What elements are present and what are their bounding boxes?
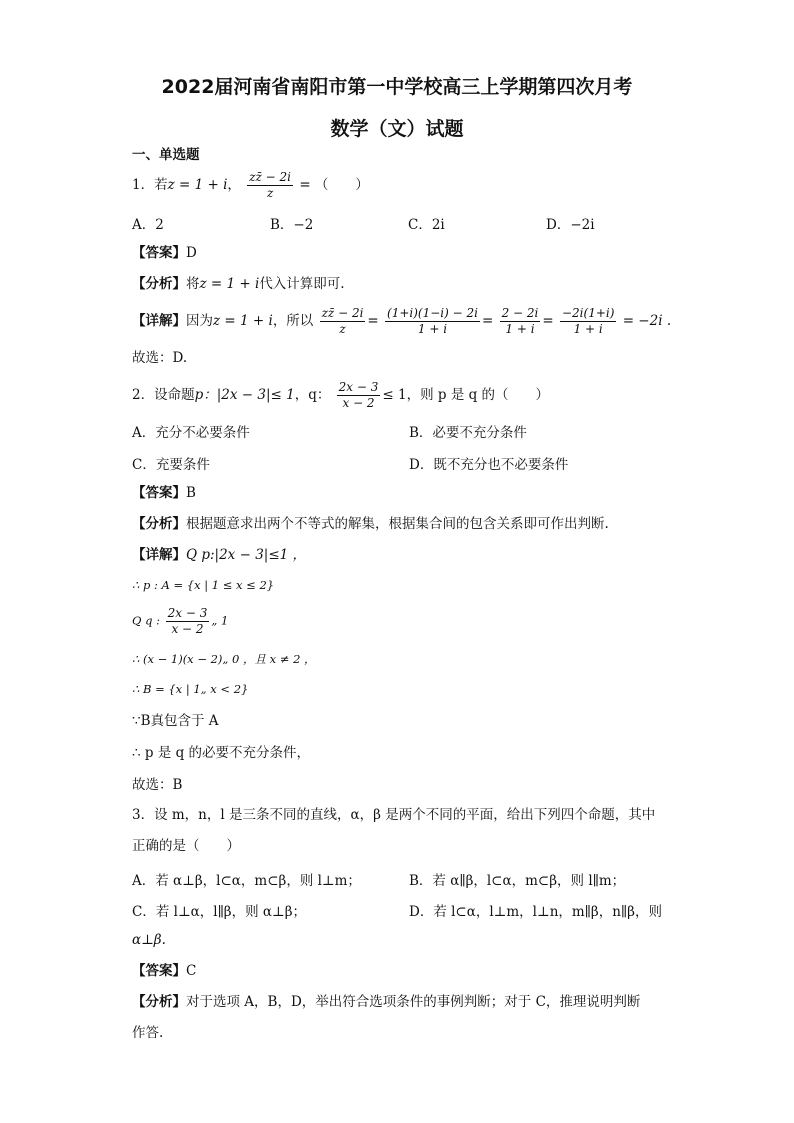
q3-analysis-cont: 作答. bbox=[132, 1025, 164, 1041]
q1-f4-num: −2i(1+i) bbox=[561, 306, 615, 320]
q1-stem-c: ， bbox=[227, 177, 241, 193]
q2-stem bbox=[132, 380, 549, 411]
doc-title: 2022届河南省南阳市第一中学校高三上学期第四次月考 bbox=[161, 76, 633, 98]
q2-step-3 bbox=[132, 606, 228, 637]
q1-option-d: D．−2i bbox=[546, 217, 595, 233]
q2-stem-q: ，q： bbox=[294, 387, 331, 403]
q1-analysis-a: 将 bbox=[186, 276, 200, 292]
q1-frac-num: zz̄ − 2i bbox=[249, 170, 292, 184]
q1-analysis-c: 代入计算即可. bbox=[259, 276, 345, 292]
answer-tag: 【答案】 bbox=[132, 245, 186, 261]
answer-tag: 【答案】 bbox=[132, 485, 186, 501]
q2-option-a: A．充分不必要条件 bbox=[132, 425, 250, 441]
q1-stem-a: 1．若 bbox=[132, 177, 168, 193]
q1-analysis-b: z = 1 + i bbox=[199, 276, 260, 292]
q1-option-c: C．2i bbox=[408, 217, 445, 233]
q1-detail-frac1 bbox=[320, 306, 366, 337]
q1-f2-den: 1 + i bbox=[417, 322, 448, 336]
q1-f3-den: 1 + i bbox=[505, 322, 535, 336]
q2-option-b: B．必要不充分条件 bbox=[409, 425, 527, 441]
q2-step-4: ∴ (x − 1)(x − 2)„ 0 ，且 x ≠ 2 ， bbox=[132, 652, 316, 666]
q1-option-b: B．−2 bbox=[270, 217, 314, 233]
q2-step-6: ∵B真包含于 A bbox=[132, 713, 219, 729]
q1-detail-end: = −2i . bbox=[622, 313, 672, 329]
q2-step-3a: Q q : bbox=[132, 613, 160, 628]
analysis-tag: 【分析】 bbox=[132, 994, 186, 1010]
q3-analysis-1: 对于选项 A，B，D，举出符合选项条件的事例判断；对于 C，推理说明判断 bbox=[186, 994, 641, 1010]
q2-answer bbox=[132, 484, 196, 502]
answer-tag: 【答案】 bbox=[132, 963, 186, 979]
q2-stem-e: ≤ 1，则 p 是 q 的（ ） bbox=[382, 387, 550, 403]
q1-detail-b: z = 1 + i bbox=[213, 313, 273, 329]
q3-analysis bbox=[132, 993, 640, 1011]
q2-frac-den: x − 2 bbox=[342, 396, 375, 410]
q2-step-3-num: 2x − 3 bbox=[167, 606, 208, 620]
q1-answer-value: D bbox=[186, 245, 197, 261]
q2-stem-p: p：|2x − 3|≤ 1 bbox=[194, 387, 295, 403]
detail-tag: 【详解】 bbox=[132, 547, 186, 563]
q1-detail-frac3 bbox=[500, 306, 541, 337]
q2-stem-a: 2．设命题 bbox=[132, 387, 195, 403]
detail-tag: 【详解】 bbox=[132, 313, 186, 329]
q3-option-b: B．若 α∥β，l⊂α，m⊂β，则 l∥m； bbox=[409, 873, 626, 889]
q1-fraction bbox=[247, 170, 293, 201]
q1-f1-den: z bbox=[339, 322, 346, 336]
q2-option-c: C．充要条件 bbox=[132, 457, 210, 473]
q3-answer bbox=[132, 962, 196, 980]
q2-step-3b: „ 1 bbox=[211, 613, 229, 628]
q3-option-d-cont: α⊥β. bbox=[132, 932, 166, 948]
q2-step-3-den: x − 2 bbox=[171, 622, 204, 636]
q1-detail-c: ，所以 bbox=[272, 313, 314, 329]
q1-conclusion: 故选：D. bbox=[132, 350, 188, 366]
doc-subtitle: 数学（文）试题 bbox=[330, 118, 464, 140]
q1-f2-num: (1+i)(1−i) − 2i bbox=[387, 306, 478, 320]
q1-f1-num: zz̄ − 2i bbox=[321, 306, 364, 320]
q2-step-3-frac bbox=[166, 606, 210, 637]
q1-frac-den: z bbox=[266, 186, 274, 200]
q3-option-d: D．若 l⊂α，l⊥m，l⊥n，m∥β，n∥β，则 bbox=[409, 904, 662, 920]
q1-detail-a: 因为 bbox=[186, 313, 213, 329]
q1-detail-frac4 bbox=[560, 306, 616, 337]
q3-stem-1: 3．设 m，n，l 是三条不同的直线，α，β 是两个不同的平面，给出下列四个命题，其中 bbox=[132, 807, 656, 823]
q2-detail-1: Q p:|2x − 3|≤1 ， bbox=[186, 547, 307, 563]
q1-answer bbox=[132, 244, 197, 262]
q1-f4-den: 1 + i bbox=[573, 322, 603, 336]
q3-answer-value: C bbox=[186, 963, 197, 979]
q3-stem-2: 正确的是（ ） bbox=[132, 838, 240, 854]
q2-step-2: ∴ p : A = {x | 1 ≤ x ≤ 2} bbox=[132, 578, 275, 592]
q2-step-5: ∴ B = {x | 1„ x < 2} bbox=[132, 682, 249, 696]
q2-fraction bbox=[337, 380, 381, 411]
q2-analysis bbox=[132, 515, 609, 533]
q1-detail: 【详解】因为z = 1 + i，所以 $\frac{zz̄ - 2i}{z}$ = $\frac{(1+i)(1-i) - 2i}{1 + i}$ = $\frac{2 - 2i}{1 + i}$ = $\frac{-2i(1+i)}{1 + i}$ = −2i . bbox=[132, 306, 672, 336]
q1-option-a: A．2 bbox=[132, 217, 164, 233]
q2-analysis-text: 根据题意求出两个不等式的解集，根据集合间的包含关系即可作出判断. bbox=[186, 516, 609, 532]
q2-detail bbox=[132, 546, 306, 564]
q2-step-7: ∴ p 是 q 的必要不充分条件， bbox=[132, 745, 311, 761]
q2-answer-value: B bbox=[186, 485, 196, 501]
section-heading: 一、单选题 bbox=[132, 147, 200, 163]
q1-stem bbox=[132, 170, 369, 201]
q3-option-c: C．若 l⊥α，l∥β，则 α⊥β； bbox=[132, 904, 307, 920]
q2-conclusion: 故选：B bbox=[132, 777, 183, 793]
q3-option-a: A．若 α⊥β，l⊂α，m⊂β，则 l⊥m； bbox=[132, 873, 361, 889]
q1-f3-num: 2 − 2i bbox=[501, 306, 539, 320]
q1-stem-b: z = 1 + i bbox=[167, 177, 228, 193]
q2-frac-num: 2x − 3 bbox=[338, 380, 379, 394]
q1-analysis bbox=[132, 275, 345, 293]
q2-option-d: D．既不充分也不必要条件 bbox=[409, 457, 569, 473]
analysis-tag: 【分析】 bbox=[132, 276, 186, 292]
q1-stem-d: = （ ） bbox=[299, 177, 369, 193]
analysis-tag: 【分析】 bbox=[132, 516, 186, 532]
q1-detail-frac2 bbox=[385, 306, 480, 337]
